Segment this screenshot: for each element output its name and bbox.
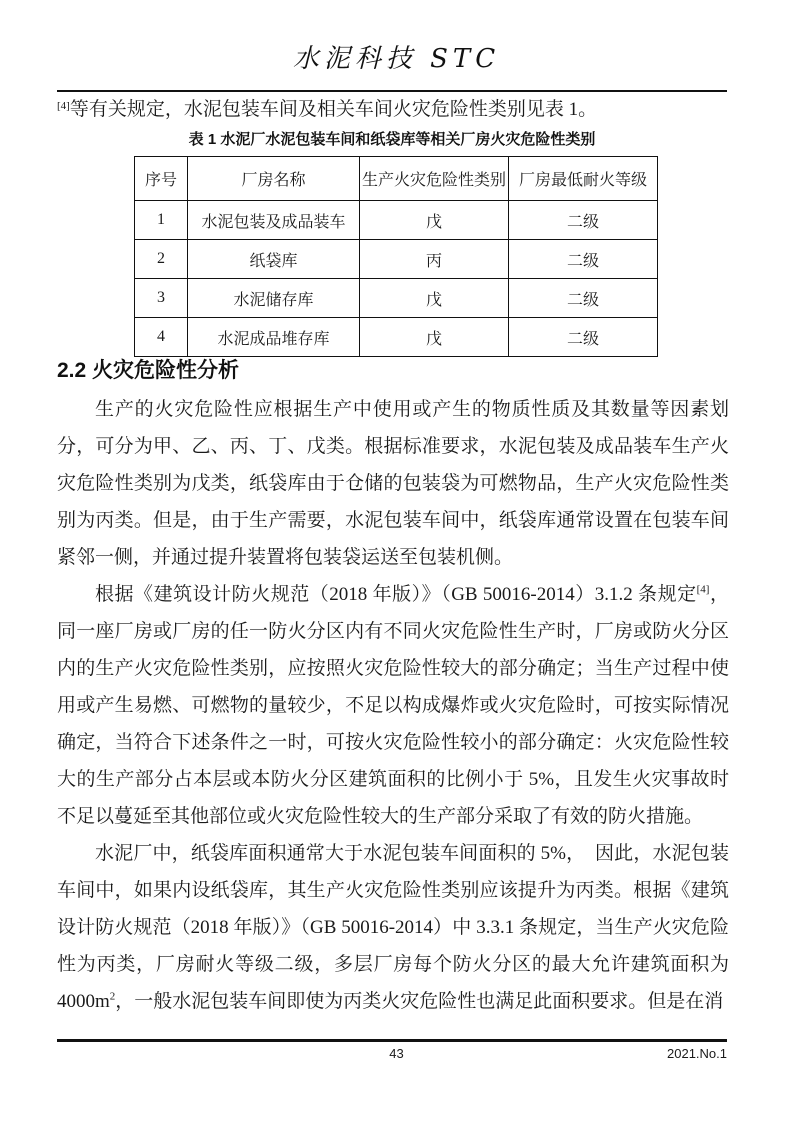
table-cell: 1	[135, 201, 188, 240]
table-row	[135, 279, 658, 318]
text-run: ，一般水泥包装车间即使为丙类火灾危险性也满足此面积要求。但是在消	[115, 991, 724, 1012]
table-cell: 戊	[360, 279, 509, 318]
superscript: [4]	[57, 100, 70, 112]
table-cell: 二级	[509, 279, 658, 318]
body-paragraph	[57, 391, 729, 576]
table-header-row	[135, 157, 658, 201]
footer-rule	[57, 1039, 727, 1042]
text-run: 等有关规定，水泥包装车间及相关车间火灾危险性类别见表 1。	[69, 99, 598, 120]
table-cell: 4	[135, 318, 188, 357]
table-cell: 二级	[509, 201, 658, 240]
text-run: 水泥厂中，纸袋库面积通常大于水泥包装车间面积的 5%， 因此，水泥包装车间中，如果内设纸袋库，其生产火灾危险性类别应该提升为丙类。根据《建筑设计防火规范（2018 年版）》（GB 50016-2014）中 3.3.1 条规定，当生产火灾危险性为丙类，厂房耐火等级二级，多层厂房每个防火分区的最大允许建筑面积为 4000m	[57, 843, 729, 1012]
table-cell: 戊	[360, 201, 509, 240]
section-heading: 2.2 火灾危险性分析	[57, 359, 240, 382]
text-run: ，同一座厂房或厂房的任一防火分区内有不同火灾危险性生产时，厂房或防火分区内的生产火灾危险性类别，应按照火灾危险性较大的部分确定；当生产过程中使用或产生易燃、可燃物的量较少，不足以构成爆炸或火灾危险时，可按实际情况确定，当符合下述条件之一时，可按火灾危险性较小的部分确定：火灾危险性较大的生产部分占本层或本防火分区建筑面积的比例小于 5%，且发生火灾事故时不足以蔓延至其他部位或火灾危险性较大的生产部分采取了有效的防火措施。	[57, 584, 729, 827]
column-header: 序号	[135, 157, 188, 201]
header-rule	[57, 90, 727, 92]
table-cell: 2	[135, 240, 188, 279]
table-body	[135, 201, 658, 357]
page-number: 43	[389, 1046, 404, 1061]
table-cell: 水泥储存库	[188, 279, 360, 318]
column-header: 厂房名称	[188, 157, 360, 201]
table-row	[135, 240, 658, 279]
body-paragraph	[57, 576, 729, 835]
journal-title: 水泥科技 STC	[292, 44, 501, 74]
column-header: 厂房最低耐火等级	[509, 157, 658, 201]
table-row	[135, 201, 658, 240]
table-cell: 戊	[360, 318, 509, 357]
body-paragraph	[57, 835, 729, 1020]
superscript: 2	[109, 990, 116, 1003]
table-cell: 二级	[509, 240, 658, 279]
body-paragraphs	[57, 391, 729, 1020]
table-caption: 表 1 水泥厂水泥包装车间和纸袋库等相关厂房火灾危险性类别	[188, 131, 596, 148]
table-row	[135, 318, 658, 357]
intro-paragraph	[57, 95, 729, 125]
superscript: [4]	[696, 583, 710, 596]
fire-hazard-table	[134, 156, 658, 357]
table-cell: 水泥成品堆存库	[188, 318, 360, 357]
issue-label: 2021.No.1	[667, 1046, 727, 1061]
table-cell: 水泥包装及成品装车	[188, 201, 360, 240]
table-cell: 纸袋库	[188, 240, 360, 279]
text-run: 根据《建筑设计防火规范（2018 年版）》（GB 50016-2014）3.1.2 条规定	[95, 584, 697, 605]
column-header: 生产火灾危险性类别	[360, 157, 509, 201]
text-run: 生产的火灾危险性应根据生产中使用或产生的物质性质及其数量等因素划分，可分为甲、乙、丙、丁、戊类。根据标准要求，水泥包装及成品装车生产火灾危险性类别为戊类，纸袋库由于仓储的包装袋为可燃物品，生产火灾危险性类别为丙类。但是，由于生产需要，水泥包装车间中，纸袋库通常设置在包装车间紧邻一侧，并通过提升装置将包装袋运送至包装机侧。	[57, 399, 729, 568]
table-cell: 二级	[509, 318, 658, 357]
table-cell: 3	[135, 279, 188, 318]
table-cell: 丙	[360, 240, 509, 279]
